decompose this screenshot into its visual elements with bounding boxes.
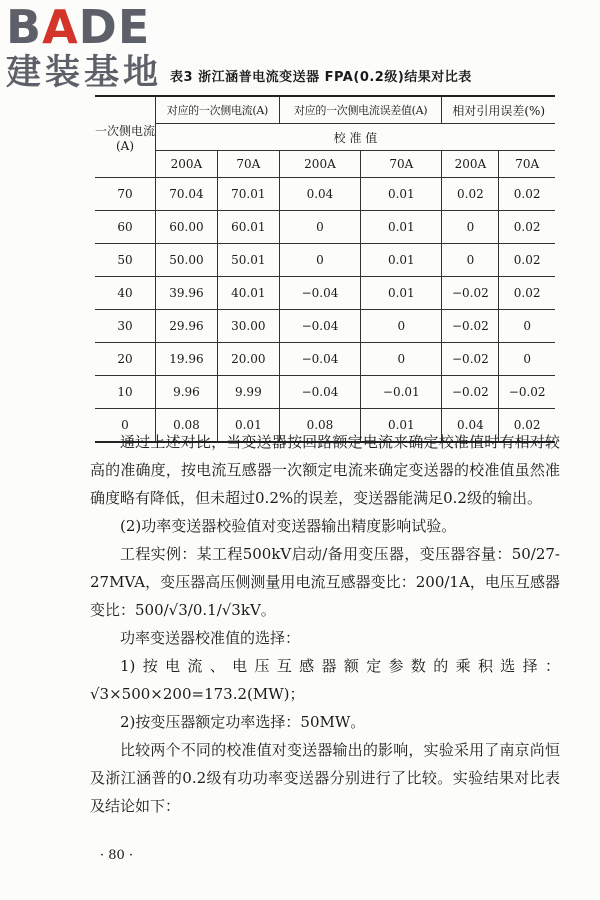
sub-header: 200A bbox=[156, 151, 218, 178]
table-row bbox=[95, 343, 555, 376]
table-cell: 29.96 bbox=[156, 310, 218, 343]
table-cell: 60 bbox=[95, 211, 156, 244]
table-cell: 50.01 bbox=[217, 244, 279, 277]
table-cell: 20 bbox=[95, 343, 156, 376]
table-cell: 0.02 bbox=[499, 211, 555, 244]
table-cell: 0 bbox=[361, 310, 442, 343]
table-cell: 0.01 bbox=[361, 409, 442, 443]
table-cell: 0.02 bbox=[442, 178, 499, 211]
table-cell: 0.01 bbox=[361, 211, 442, 244]
group-header: 相对引用误差(%) bbox=[442, 96, 555, 124]
paragraph: 1)按电流、电压互感器额定参数的乘积选择：√3×500×200=173.2(MW)； bbox=[90, 657, 560, 703]
brand-logo bbox=[6, 2, 176, 102]
logo-wordmark: BADE bbox=[6, 0, 151, 54]
table-cell: −0.02 bbox=[499, 376, 555, 409]
table-cell: −0.02 bbox=[442, 310, 499, 343]
table-cell: 9.99 bbox=[217, 376, 279, 409]
logo-subtitle: 建装基地 bbox=[6, 53, 163, 93]
page-number: · 80 · bbox=[100, 848, 134, 863]
sub-header: 200A bbox=[442, 151, 499, 178]
table-cell: 0 bbox=[499, 310, 555, 343]
table-cell: 0.02 bbox=[499, 178, 555, 211]
table-cell: 70 bbox=[95, 178, 156, 211]
paragraph: 功率变送器校准值的选择： bbox=[120, 629, 301, 647]
paragraph: 工程实例：某工程500kV启动/备用变压器，变压器容量：50/27-27MVA，变压器高压侧测量用电流互感器变比：200/1A，电压互感器变比：500/√3/0.1/√3kV。 bbox=[90, 545, 560, 619]
table-cell: 10 bbox=[95, 376, 156, 409]
table-cell: 0 bbox=[499, 343, 555, 376]
group-header: 对应的一次侧电流(A) bbox=[156, 96, 280, 124]
table-cell: 0.02 bbox=[499, 409, 555, 443]
paragraph: (2)功率变送器校验值对变送器输出精度影响试验。 bbox=[120, 517, 457, 535]
table-caption: 表3 浙江涵普电流变送器 FPA(0.2级)结果对比表 bbox=[170, 70, 472, 85]
table-cell: 0.01 bbox=[361, 178, 442, 211]
table-row bbox=[95, 244, 555, 277]
table-cell: 0.01 bbox=[217, 409, 279, 443]
table-cell: 0.01 bbox=[361, 244, 442, 277]
table-row bbox=[95, 376, 555, 409]
table-cell: 0.02 bbox=[499, 277, 555, 310]
table-cell: 20.00 bbox=[217, 343, 279, 376]
table-cell: 30 bbox=[95, 310, 156, 343]
table-cell: 0.02 bbox=[499, 244, 555, 277]
sub-header: 70A bbox=[217, 151, 279, 178]
table-cell: 30.00 bbox=[217, 310, 279, 343]
table-cell: −0.04 bbox=[279, 376, 360, 409]
table-cell: −0.02 bbox=[442, 277, 499, 310]
table-cell: 50.00 bbox=[156, 244, 218, 277]
sub-header: 70A bbox=[499, 151, 555, 178]
table-cell: 40 bbox=[95, 277, 156, 310]
table-cell: −0.04 bbox=[279, 277, 360, 310]
comparison-table bbox=[95, 95, 555, 443]
table-cell: 0.08 bbox=[156, 409, 218, 443]
table-cell: 0 bbox=[95, 409, 156, 443]
table-cell: 70.01 bbox=[217, 178, 279, 211]
table-cell: 40.01 bbox=[217, 277, 279, 310]
table-cell: −0.01 bbox=[361, 376, 442, 409]
table-cell: −0.04 bbox=[279, 343, 360, 376]
table-row bbox=[95, 178, 555, 211]
table-row bbox=[95, 211, 555, 244]
table-cell: 60.00 bbox=[156, 211, 218, 244]
group-header: 对应的一次侧电流误差值(A) bbox=[279, 96, 442, 124]
table-cell: 0 bbox=[442, 244, 499, 277]
table-cell: 0 bbox=[279, 211, 360, 244]
table-cell: −0.04 bbox=[279, 310, 360, 343]
sub-header: 70A bbox=[361, 151, 442, 178]
table-cell: −0.02 bbox=[442, 343, 499, 376]
table-row bbox=[95, 277, 555, 310]
paragraph: 通过上述对比，当变送器按回路额定电流来确定校准值时有相对较高的准确度，按电流互感器一次额定电流来确定变送器的校准值虽然准确度略有降低，但未超过0.2%的误差，变送器能满足0.2级的输出。 bbox=[90, 433, 560, 507]
table-cell: 50 bbox=[95, 244, 156, 277]
table-cell: 70.04 bbox=[156, 178, 218, 211]
row-header: 一次侧电流(A) bbox=[95, 96, 156, 178]
table-cell: 0 bbox=[442, 211, 499, 244]
calibration-header: 校 准 值 bbox=[156, 124, 556, 151]
table-cell: 0.01 bbox=[361, 277, 442, 310]
table-cell: 0 bbox=[361, 343, 442, 376]
table-cell: 60.01 bbox=[217, 211, 279, 244]
body-text bbox=[90, 428, 560, 820]
table-cell: 0.04 bbox=[442, 409, 499, 443]
paragraph: 比较两个不同的校准值对变送器输出的影响，实验采用了南京尚恒及浙江涵普的0.2级有功功率变送器分别进行了比较。实验结果对比表及结论如下： bbox=[90, 741, 560, 815]
table-cell: 0.08 bbox=[279, 409, 360, 443]
table-row bbox=[95, 310, 555, 343]
paragraph: 2)按变压器额定功率选择：50MW。 bbox=[120, 713, 366, 731]
table-cell: 39.96 bbox=[156, 277, 218, 310]
table-cell: 19.96 bbox=[156, 343, 218, 376]
table-cell: −0.02 bbox=[442, 376, 499, 409]
table-cell: 9.96 bbox=[156, 376, 218, 409]
table-cell: 0 bbox=[279, 244, 360, 277]
sub-header: 200A bbox=[279, 151, 360, 178]
table-cell: 0.04 bbox=[279, 178, 360, 211]
